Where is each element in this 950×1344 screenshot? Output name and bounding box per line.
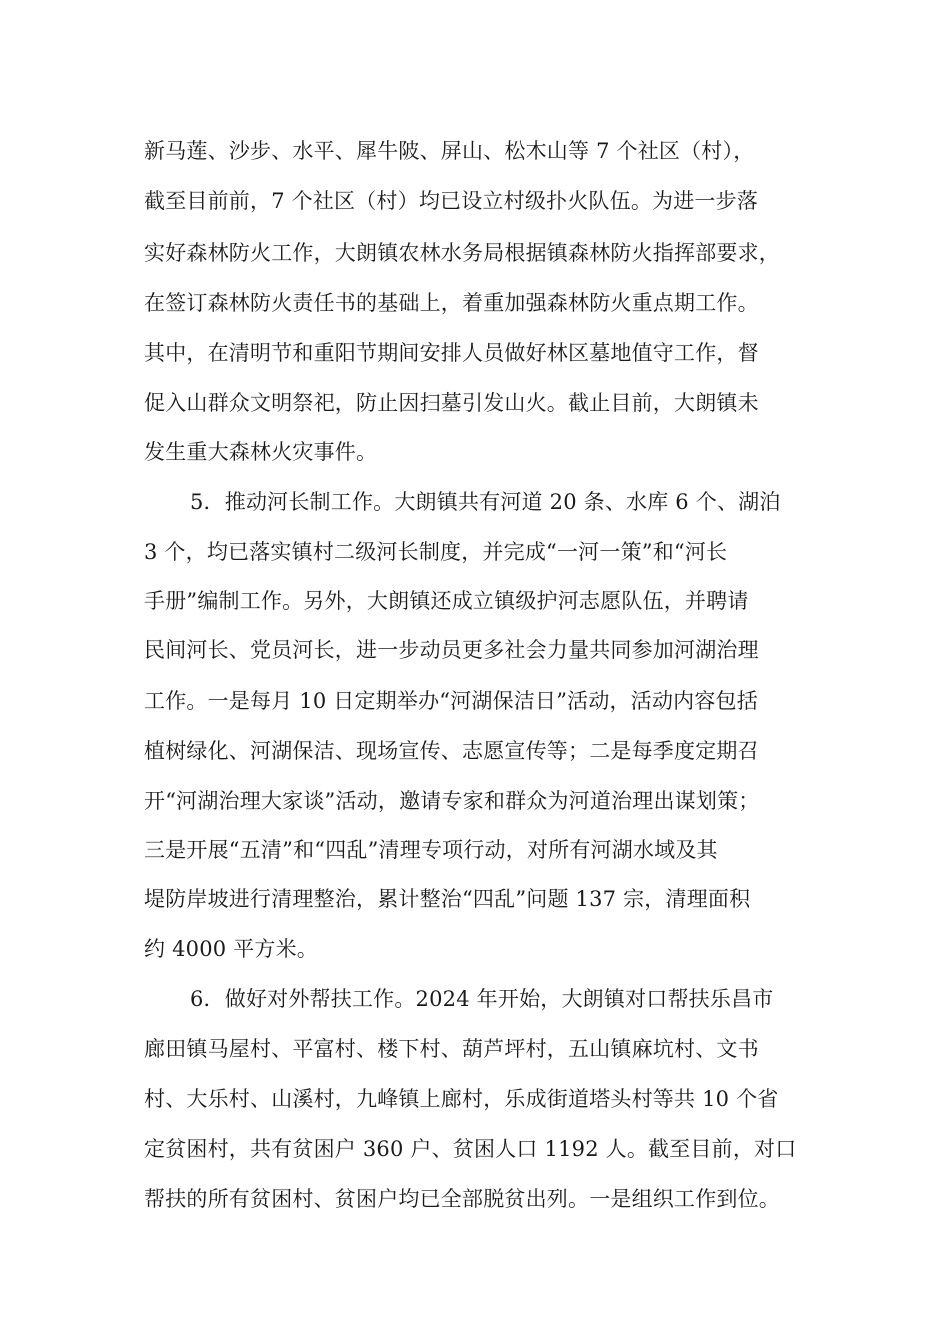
text-line: 3 个，均已落实镇村二级河长制度，并完成“一河一策”和“河长 [144, 540, 728, 564]
text-line: 实好森林防火工作，大朗镇农林水务局根据镇森林防火指挥部要求， [144, 241, 780, 265]
text-line: 三是开展“五清”和“四乱”清理专项行动，对所有河湖水域及其 [144, 838, 718, 862]
text-line: 在签订森林防火责任书的基础上，着重加强森林防火重点期工作。 [144, 291, 759, 315]
text-line: 约 4000 平方米。 [144, 937, 318, 961]
text-line: 植树绿化、河湖保洁、现场宣传、志愿宣传等；二是每季度定期召 [144, 739, 759, 763]
text-line: 促入山群众文明祭祀，防止因扫墓引发山火。截止目前，大朗镇未 [144, 391, 759, 415]
paragraph-start-line: 6．做好对外帮扶工作。2024 年开始，大朗镇对口帮扶乐昌市 [190, 987, 774, 1011]
text-line: 新马莲、沙步、水平、犀牛陂、屏山、松木山等 7 个社区（村）， [144, 139, 755, 163]
text-line: 堤防岸坡进行清理整治，累计整治“四乱”问题 137 宗，清理面积 [144, 887, 751, 911]
text-line: 廊田镇马屋村、平富村、楼下村、葫芦坪村，五山镇麻坑村、文书 [144, 1037, 759, 1061]
text-line: 工作。一是每月 10 日定期举办“河湖保洁日”活动，活动内容包括 [144, 689, 758, 713]
text-line: 手册”编制工作。另外，大朗镇还成立镇级护河志愿队伍，并聘请 [144, 589, 749, 613]
text-line: 村、大乐村、山溪村，九峰镇上廊村，乐成街道塔头村等共 10 个省 [144, 1087, 779, 1111]
text-line: 定贫困村，共有贫困户 360 户、贫困人口 1192 人。截至目前，对口 [144, 1137, 797, 1161]
text-line: 开“河湖治理大家谈”活动，邀请专家和群众为河道治理出谋划策； [144, 789, 760, 813]
text-line: 截至目前前，7 个社区（村）均已设立村级扑火队伍。为进一步落 [144, 189, 759, 213]
text-line: 发生重大森林火灾事件。 [144, 440, 378, 464]
text-line: 其中，在清明节和重阳节期间安排人员做好林区墓地值守工作，督 [144, 341, 759, 365]
paragraph-start-line: 5．推动河长制工作。大朗镇共有河道 20 条、水库 6 个、湖泊 [190, 490, 781, 514]
text-line: 民间河长、党员河长，进一步动员更多社会力量共同参加河湖治理 [144, 638, 759, 662]
text-line: 帮扶的所有贫困村、贫困户均已全部脱贫出列。一是组织工作到位。 [144, 1187, 780, 1211]
